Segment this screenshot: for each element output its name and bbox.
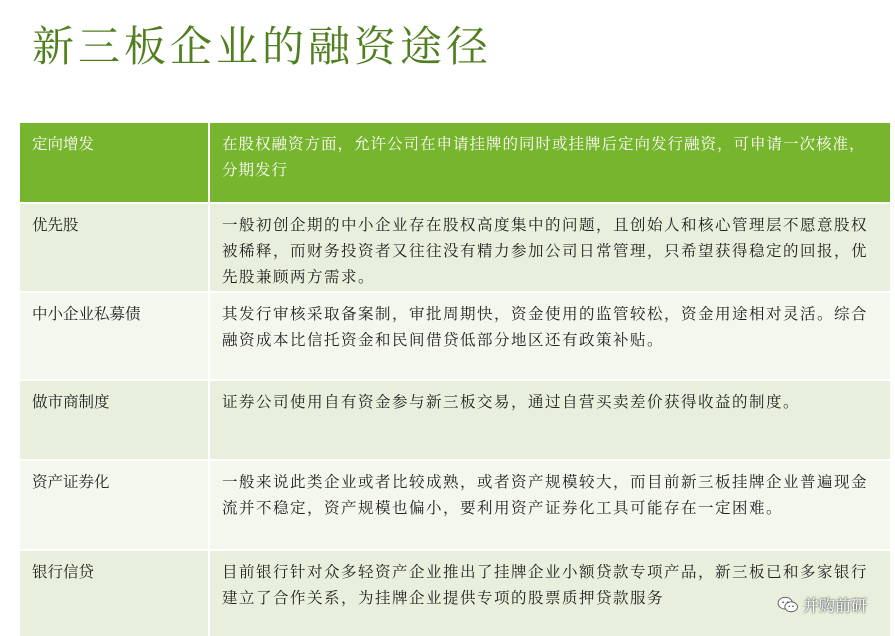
row-description: 一般初创企期的中小企业存在股权高度集中的问题，且创始人和核心管理层不愿意股权被稀释，而财务投资者又往往没有精力参加公司日常管理，只希望获得稳定的回报，优先股兼顾两方需求。 [210,204,890,291]
row-label: 中小企业私募债 [20,293,210,379]
row-label: 资产证券化 [20,461,210,549]
row-description: 证券公司使用自有资金参与新三板交易，通过自营买卖差价获得收益的制度。 [210,381,890,459]
row-label: 定向增发 [20,123,210,202]
table-row [20,551,890,636]
watermark [777,593,867,616]
table-row [20,293,890,381]
row-description: 其发行审核采取备案制，审批周期快，资金使用的监管较松，资金用途相对灵活。综合融资成本比信托资金和民间借贷低部分地区还有政策补贴。 [210,293,890,379]
row-label: 银行信贷 [20,551,210,636]
watermark-text: 并购前研 [802,596,867,615]
wechat-icon [777,596,799,614]
table-row [20,381,890,461]
table-row [20,461,890,551]
financing-table [20,123,890,636]
page-title: 新三板企业的融资途径 [32,22,493,71]
row-description: 目前银行针对众多轻资产企业推出了挂牌企业小额贷款专项产品，新三板已和多家银行建立了合作关系，为挂牌企业提供专项的股票质押贷款服务 [210,551,890,636]
row-label: 优先股 [20,204,210,291]
row-label: 做市商制度 [20,381,210,459]
table-header-row [20,123,890,204]
row-description: 在股权融资方面，允许公司在申请挂牌的同时或挂牌后定向发行融资，可申请一次核准，分期发行 [210,123,890,202]
row-description: 一般来说此类企业或者比较成熟，或者资产规模较大，而目前新三板挂牌企业普遍现金流并不稳定，资产规模也偏小，要利用资产证券化工具可能存在一定困难。 [210,461,890,549]
table-row [20,204,890,293]
